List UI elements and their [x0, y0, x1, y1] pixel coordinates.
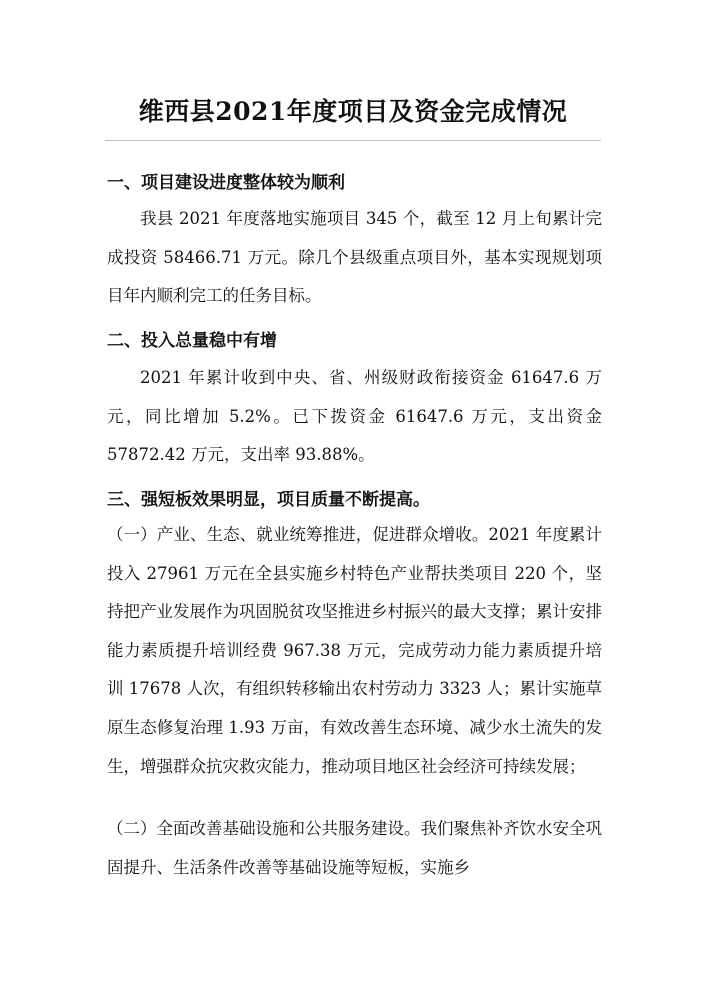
title-divider	[105, 140, 601, 141]
section-1-body: 我县 2021 年度落地实施项目 345 个，截至 12 月上旬累计完成投资 58466.71 万元。除几个县级重点项目外，基本实现规划项目年内顺利完工的任务目标。	[107, 209, 602, 306]
section-1-heading: 一、项目建设进度整体较为顺利	[107, 173, 345, 193]
item-1-body: 2021 年度累计投入 27961 万元在全县实施乡村特色产业帮扶类项目 220 个，坚持把产业发展作为巩固脱贫攻坚推进乡村振兴的最大支撑；累计安排能力素质提升培训经费 967.38 万元，完成劳动力能力素质提升培训 17678 人次，有组织转移输出农村劳动力 3323 人；累计实施草原生态修复治理 1.93 万亩，有效改善生态环境、减少水土流失的发生，增强群众抗灾救灾能力，推动项目地区社会经济可持续发展；	[107, 525, 602, 776]
document-title: 维西县2021年度项目及资金完成情况	[138, 97, 568, 126]
item-2-body: 我们聚焦补齐饮水安全巩固提升、生活条件改善等基础设施等短板，实施乡	[107, 819, 602, 877]
item-2-label: （二）全面改善基础设施和公共服务建设。	[107, 819, 421, 838]
section-2-body: 2021 年累计收到中央、省、州级财政衔接资金 61647.6 万元，同比增加 5.2%。已下拨资金 61647.6 万元，支出资金 57872.42 万元，支出率 93.88%。	[107, 368, 602, 465]
item-1-label: （一）产业、生态、就业统筹推进，促进群众增收。	[107, 525, 489, 544]
section-3-heading: 三、强短板效果明显，项目质量不断提高。	[107, 490, 430, 510]
section-3-item-2	[107, 810, 602, 887]
section-2-heading: 二、投入总量稳中有增	[107, 331, 277, 351]
section-3-item-1	[107, 516, 602, 786]
